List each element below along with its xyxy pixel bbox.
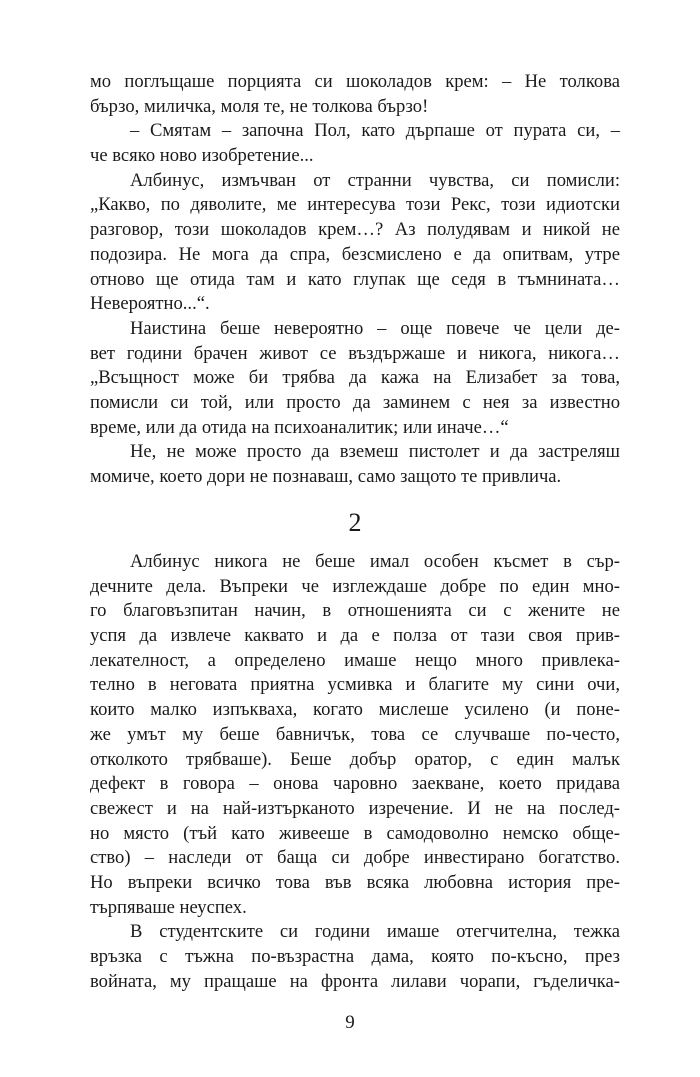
text-line: дечните дела. Въпреки че изглеждаше добре по един мно- — [90, 575, 620, 597]
text-line: Не, не може просто да вземеш пистолет и да застреляш — [130, 441, 620, 463]
text-line: но място (тъй като живееше в самодоволно немско обще- — [90, 822, 620, 844]
page-number: 9 — [345, 1012, 355, 1033]
text-line: подозира. Не мога да спра, безсмислено е да опитвам, утре — [90, 243, 620, 265]
text-line: войната, му пращаше на фронта лилави чорапи, гъделичка- — [90, 970, 620, 992]
text-line: връзка с тъжна по-възрастна дама, която по-късно, през — [90, 946, 620, 967]
text-line: време, или да отида на психоаналитик; или иначе…“ — [90, 416, 509, 438]
text-line: че всяко ново изобретение... — [90, 145, 314, 167]
text-line: го благовъзпитан начин, в отношенията си с жените не — [90, 600, 620, 622]
text-line: телно в неговата приятна усмивка и благите му сини очи, — [90, 674, 620, 696]
text-line: които малко изпъкваха, когато мислеше усилено (и поне- — [90, 699, 620, 721]
text-line: отколкото трябваше). Беше добър оратор, с един малък — [90, 748, 620, 770]
text-line: ство) – наследи от баща си добре инвестирано богатство. — [90, 847, 620, 869]
page-body — [90, 70, 620, 992]
text-line: лекателност, а определено имаше нещо много привлека- — [90, 649, 620, 671]
text-line: Наистина беше невероятно – още повече че цели де- — [130, 317, 620, 339]
section-2 — [90, 550, 620, 994]
text-line: Албинус никога не беше имал особен късмет в сър- — [130, 551, 620, 572]
text-line: свежест и на най-изтърканото изречение. И не на послед- — [90, 797, 620, 819]
text-line: помисли си той, или просто да заминем с нея за известно — [90, 391, 620, 413]
chapter-number: 2 — [348, 508, 362, 537]
section-1 — [90, 70, 620, 490]
text-line: вет години брачен живот се въздържаше и никога, никога… — [90, 342, 620, 364]
text-line: отново ще отида там и като глупак ще седя в тъмнината… — [90, 268, 620, 290]
text-line: же умът му беше бавничък, това се случваше по-често, — [90, 723, 620, 745]
text-line: бързо, миличка, моля те, не толкова бързо! — [90, 95, 429, 117]
text-line: успя да извлече каквато и да е полза от тази своя прив- — [90, 625, 620, 647]
text-line: разговор, този шоколадов крем…? Аз полудявам и никой не — [90, 219, 620, 241]
text-line: мо поглъщаше порцията си шоколадов крем: – Не толкова — [90, 71, 620, 92]
text-line: Невероятно...“. — [90, 293, 210, 315]
text-line: – Смятам – започна Пол, като дърпаше от пурата си, – — [130, 120, 620, 142]
text-line: момиче, което дори не познаваш, само защото те привлича. — [90, 466, 562, 487]
text-line: „Какво, по дяволите, ме интересува този Рекс, този идиотски — [90, 194, 620, 216]
text-line: Но въпреки всичко това във всяка любовна история пре- — [90, 871, 620, 893]
text-line: В студентските си години имаше отегчителна, тежка — [130, 921, 620, 943]
text-line: Албинус, измъчван от странни чувства, си помисли: — [130, 169, 620, 191]
text-line: търпяваше неуспех. — [90, 896, 247, 918]
text-line: дефект в говора – онова чаровно заекване, което придава — [90, 773, 620, 795]
text-line: „Всъщност може би трябва да кажа на Елизабет за това, — [90, 367, 620, 389]
